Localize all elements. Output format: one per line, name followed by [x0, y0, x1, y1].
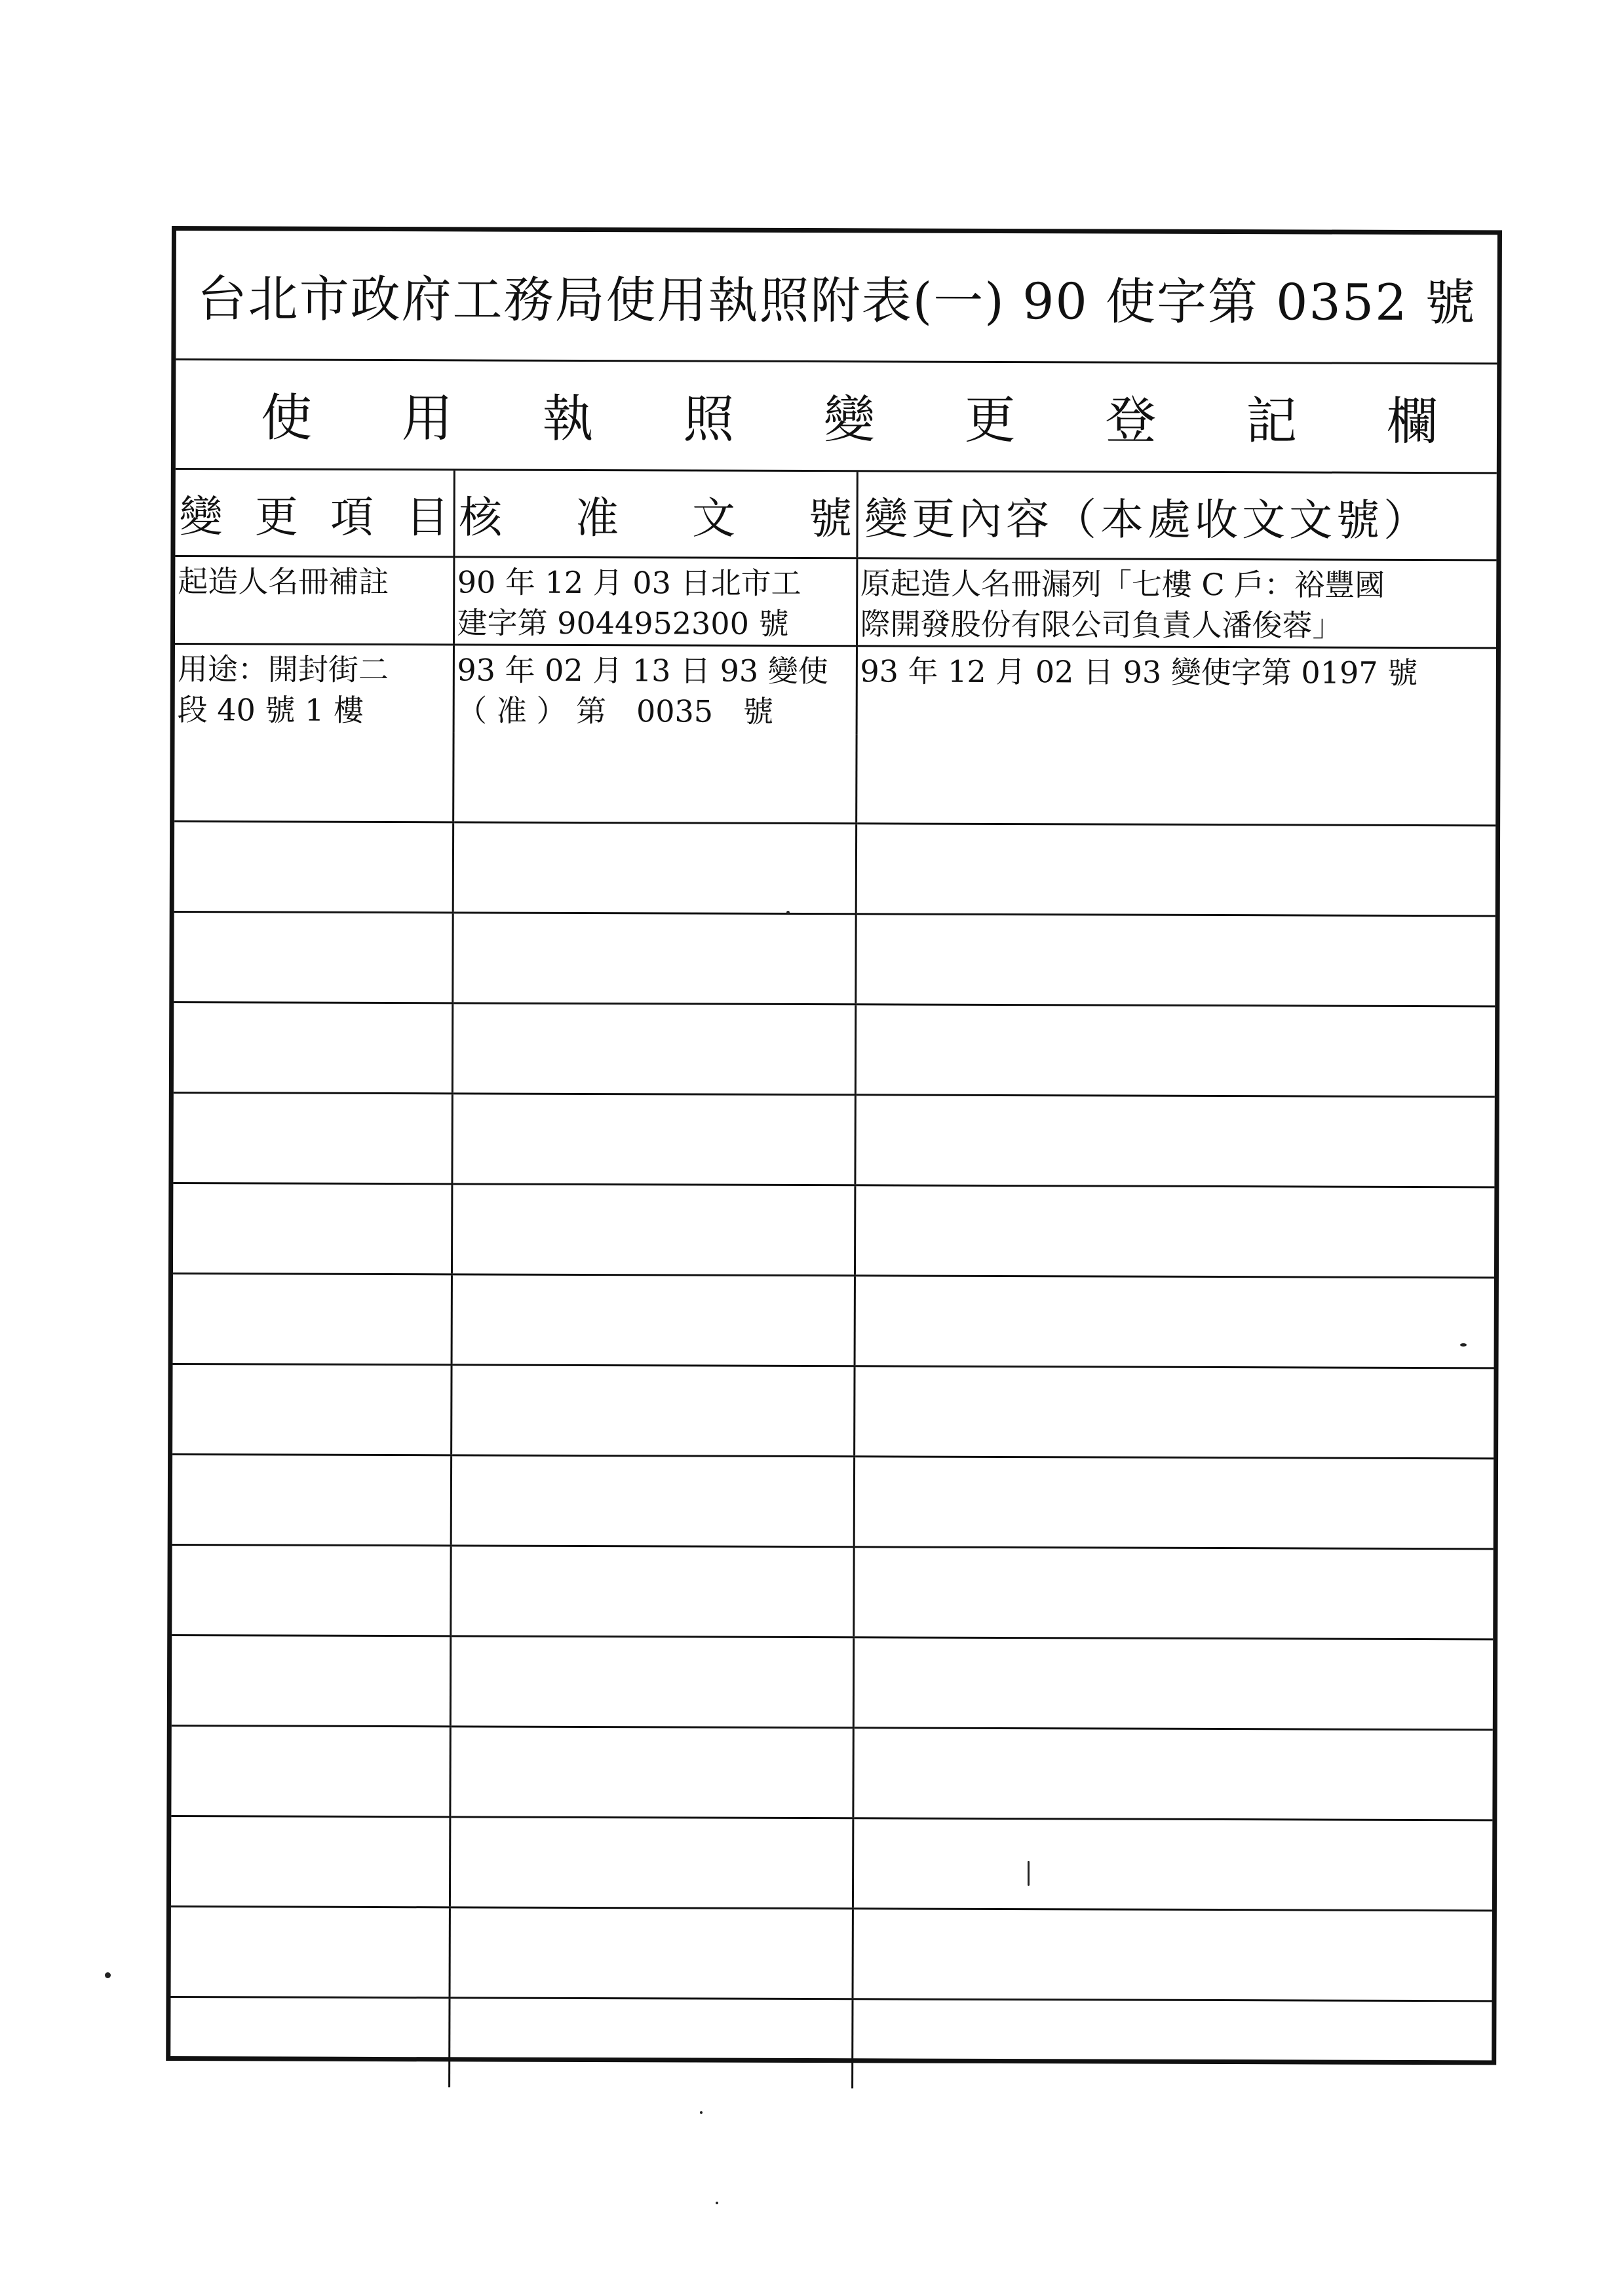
cell-approval-number: [452, 1274, 855, 1366]
table-row: [175, 556, 1496, 648]
section-heading-char: 登: [1105, 391, 1157, 451]
section-heading-char: 用: [401, 389, 453, 448]
section-heading-char: 使: [260, 388, 313, 448]
scan-speck: [1028, 1861, 1030, 1886]
cell-change-item: 起造人名冊補註: [175, 556, 453, 645]
cell-approval-number: [452, 1183, 855, 1275]
cell-change-item: [171, 1906, 450, 1997]
cell-change-content: [855, 1094, 1494, 1187]
section-heading-char: 記: [1246, 391, 1298, 451]
cell-approval-number: [450, 1545, 853, 1637]
section-heading: [176, 358, 1497, 474]
table-row-blank: [174, 911, 1495, 1006]
column-header-change-content: 變更內容（本處收文文號）: [857, 472, 1496, 560]
cell-approval-number: 93 年 02 月 13 日 93 變使 （ 准 ） 第 0035 號: [453, 645, 857, 734]
table-row-blank: [173, 1273, 1494, 1368]
scan-speck: [700, 2111, 703, 2114]
cell-change-content: [855, 1275, 1494, 1368]
cell-change-content: [855, 1004, 1495, 1096]
cell-change-content: 原起造人名冊漏列「七樓 C 戶：裕豐國 際開發股份有限公司負責人潘俊蓉」: [857, 558, 1496, 648]
cell-change-item: [174, 821, 453, 912]
section-heading-char: 更: [964, 391, 1016, 450]
cell-approval-number: [452, 1003, 855, 1094]
cell-change-item: [172, 1544, 450, 1636]
cell-approval-number: [449, 1997, 852, 2088]
cell-approval-number: [450, 1726, 853, 1818]
cell-change-content: 93 年 12 月 02 日 93 變使字第 0197 號: [857, 646, 1496, 736]
cell-change-content: [854, 1456, 1494, 1548]
cell-approval-number: [452, 912, 855, 1004]
cell-approval-number: 90 年 12 月 03 日北市工 建字第 9044952300 號: [453, 557, 857, 646]
cell-change-item: [171, 1725, 450, 1816]
column-header-change-item: 變 更 項 目: [175, 470, 453, 557]
table-row-blank: [171, 1816, 1492, 1910]
cell-approval-number: [450, 1636, 853, 1727]
cell-change-content: [856, 734, 1495, 826]
change-register-table: [170, 470, 1497, 2090]
table-row-blank: [174, 732, 1495, 826]
section-heading-char: 照: [683, 389, 735, 450]
cell-change-item: 用途：開封街二 段 40 號 1 樓: [177, 651, 389, 728]
section-heading-char: 變: [823, 390, 876, 450]
table-row-blank: [170, 1997, 1492, 2090]
cell-change-content: [856, 823, 1495, 915]
scan-speck: [1460, 1343, 1467, 1347]
cell-change-item: [174, 1002, 452, 1093]
cell-change-item: [172, 1454, 451, 1545]
cell-change-item: [172, 1364, 451, 1455]
cell-change-content: [853, 1908, 1492, 2000]
usage-permit-appendix-form: [166, 226, 1502, 2065]
cell-approval-number: [450, 1816, 853, 1908]
cell-change-item: [174, 732, 453, 822]
section-heading-char: 欄: [1386, 392, 1438, 451]
cell-approval-number: [451, 1455, 854, 1546]
column-header-approval-number: 核 准 文 號: [453, 470, 857, 558]
table-row-blank: [173, 1092, 1494, 1187]
blank-rows: [170, 732, 1495, 2090]
cell-change-content: [855, 1185, 1494, 1277]
scan-speck: [105, 1972, 111, 1978]
section-heading-char: 執: [542, 389, 594, 449]
cell-change-item: [170, 1997, 449, 2087]
table-row-blank: [171, 1725, 1492, 1820]
cell-change-item: [172, 1635, 450, 1726]
table-row-blank: [174, 821, 1495, 915]
cell-approval-number: [453, 822, 856, 913]
table-row-blank: [172, 1364, 1494, 1458]
scan-speck: [716, 2202, 718, 2204]
table-row-blank: [172, 1635, 1493, 1729]
cell-change-item: [173, 1273, 452, 1364]
scan-speck: [786, 911, 790, 914]
cell-change-content: [853, 1546, 1493, 1639]
form-title: 台北市政府工務局使用執照附表(一) 90 使字第 0352 號: [176, 231, 1497, 364]
cell-change-item: [173, 1183, 452, 1274]
cell-approval-number: [452, 1093, 855, 1185]
cell-change-content: [852, 1999, 1492, 2090]
cell-change-content: [853, 1727, 1492, 1820]
cell-approval-number: [453, 733, 856, 823]
cell-change-content: [853, 1818, 1492, 1910]
table-row: [175, 644, 1496, 736]
table-row-blank: [171, 1906, 1492, 2000]
table-row-blank: [174, 1002, 1495, 1096]
cell-change-item: [171, 1816, 450, 1907]
cell-change-content: [854, 1366, 1494, 1458]
table-row-blank: [172, 1454, 1494, 1548]
cell-change-item: [174, 911, 452, 1003]
cell-change-content: [853, 1637, 1493, 1729]
cell-approval-number: [451, 1364, 854, 1456]
cell-approval-number: [450, 1907, 853, 1999]
cell-change-content: [855, 913, 1495, 1006]
table-row-blank: [173, 1183, 1494, 1277]
cell-change-item: [173, 1092, 452, 1183]
table-header-row: [175, 470, 1496, 560]
table-row-blank: [172, 1544, 1493, 1639]
